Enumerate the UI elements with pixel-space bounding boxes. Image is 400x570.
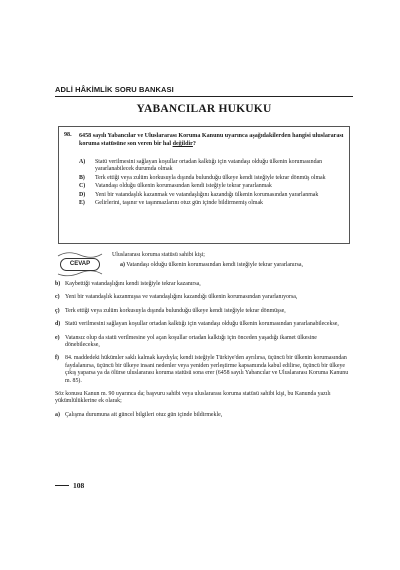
option-text: Terk ettiği veya zulüm korkusuyla dışında bulunduğu ülkeye kendi isteğiyle tekrar dönmüş olmak	[95, 174, 326, 181]
list-item	[55, 308, 352, 315]
answer-intro: Uluslararası koruma statüsü sahibi kişi;	[112, 252, 205, 258]
option-d[interactable]	[79, 192, 345, 199]
list-item-letter: c)	[55, 294, 60, 301]
list-item-text: Çalışma durumuna ait güncel bilgileri otuz gün içinde bildirmekle,	[65, 411, 223, 418]
option-b[interactable]	[79, 175, 345, 182]
page-title: YABANCILAR HUKUKU	[136, 103, 272, 115]
option-a[interactable]	[79, 159, 345, 174]
list-item-letter: d)	[55, 321, 61, 328]
option-c[interactable]	[79, 183, 345, 190]
page-number: 108	[73, 481, 85, 490]
option-text: Vatandaşı olduğu ülkenin korumasından kendi isteğiyle tekrar yararlanmak	[95, 183, 272, 190]
option-text: Statü verilmesini sağlayan koşullar ortadan kalktığı için vatandaşı olduğu ülkenin korumasından yararlanabilecek durumda olmak	[95, 159, 323, 173]
list-item	[55, 412, 352, 419]
list-item	[55, 335, 352, 350]
option-letter: A)	[79, 159, 86, 165]
question-text	[79, 132, 344, 148]
body-paragraph: Söz konusu Kanun m. 90 uyarınca da; başvuru sahibi veya uluslararası koruma statüsü sahibi kişi, bu Kanunda yazılı yükümlülüklerine ek olarak;	[55, 391, 331, 405]
option-e[interactable]	[79, 200, 345, 207]
list-item-letter: f)	[55, 355, 59, 362]
list-item-text: Statü verilmesini sağlayan koşullar ortadan kalktığı için vatandaşı olduğu ülkenin korumasından yararlanabilecekse,	[65, 321, 339, 328]
header-rule	[55, 96, 353, 97]
option-letter: E)	[79, 200, 85, 207]
list-item	[55, 294, 352, 301]
list-item	[55, 321, 352, 328]
list-item-text: Kaybettiği vatandaşlığını kendi isteğiyle tekrar kazanırsa,	[65, 281, 201, 287]
list-item-text: 84. maddedeki hükümler saklı kalmak kaydıyla; kendi isteğiyle Türkiye'den ayrılırsa, üçüncü bir ülkenin korumasından faydalanırsa, üçüncü bir ülkeye insani nedenler veya yeniden yerleştirme kapsamında kabul edilirse, üçüncü bir ülkeye çıkış yaparsa ya da ölürse uluslararası koruma statüsü sona erer (6458 sayılı Yabancılar ve Uluslararası Koruma Kanunu m. 85).	[65, 355, 349, 384]
option-letter: D)	[79, 191, 86, 198]
book-header: ADLİ HÂKİMLİK SORU BANKASI	[55, 85, 174, 94]
list-item	[55, 355, 352, 385]
question-text-end: ?	[192, 141, 196, 147]
option-list	[79, 159, 345, 208]
page-number-rule	[55, 485, 69, 486]
list-item	[55, 281, 352, 288]
answer-item-text: Vatandaşı olduğu ülkenin korumasından kendi isteğiyle tekrar yararlanırsa,	[126, 262, 303, 268]
option-text: Gelirlerini, taşınır ve taşınmazlarını otuz gün içinde bildirmemiş olmak	[95, 200, 264, 207]
question-text-main: 6458 sayılı Yabancılar ve Uluslararası Koruma Kanunu uyarınca aşağıdakilerden hangisi uluslararası koruma statüsüne son veren bir hal	[79, 133, 344, 147]
answer-body	[55, 281, 352, 425]
answer-item-a	[120, 262, 352, 269]
answer-item-letter: a)	[120, 262, 125, 268]
question-number: 98.	[64, 132, 72, 138]
list-item-text: Yeni bir vatandaşlık kazanmışsa ve vatandaşlığını kazandığı ülkenin korumasından yararlanıyorsa,	[65, 294, 298, 301]
list-item-text: Terk ettiği veya zulüm korkusuyla dışında bulunduğu ülkeye kendi isteğiyle tekrar dönmüşse,	[65, 307, 286, 314]
list-item-letter: e)	[55, 334, 60, 341]
list-item-letter: a)	[55, 411, 60, 418]
question-text-underlined: değildir	[172, 141, 193, 147]
option-letter: B)	[79, 174, 85, 181]
list-item-text: Vatansız olup da statü verilmesine yol açan koşullar ortadan kalktığı için önceden yaşadığı ikamet ülkesine dönebilecekse,	[65, 334, 317, 349]
list-item-letter: b)	[55, 281, 61, 287]
answer-badge: CEVAP	[60, 258, 100, 271]
question-box	[58, 126, 350, 244]
option-letter: C)	[79, 183, 86, 190]
list-item-letter: ç)	[55, 307, 60, 314]
option-text: Yeni bir vatandaşlık kazanmak ve vatandaşlığını kazandığı ülkenin korumasından yararlanmak	[95, 191, 319, 198]
